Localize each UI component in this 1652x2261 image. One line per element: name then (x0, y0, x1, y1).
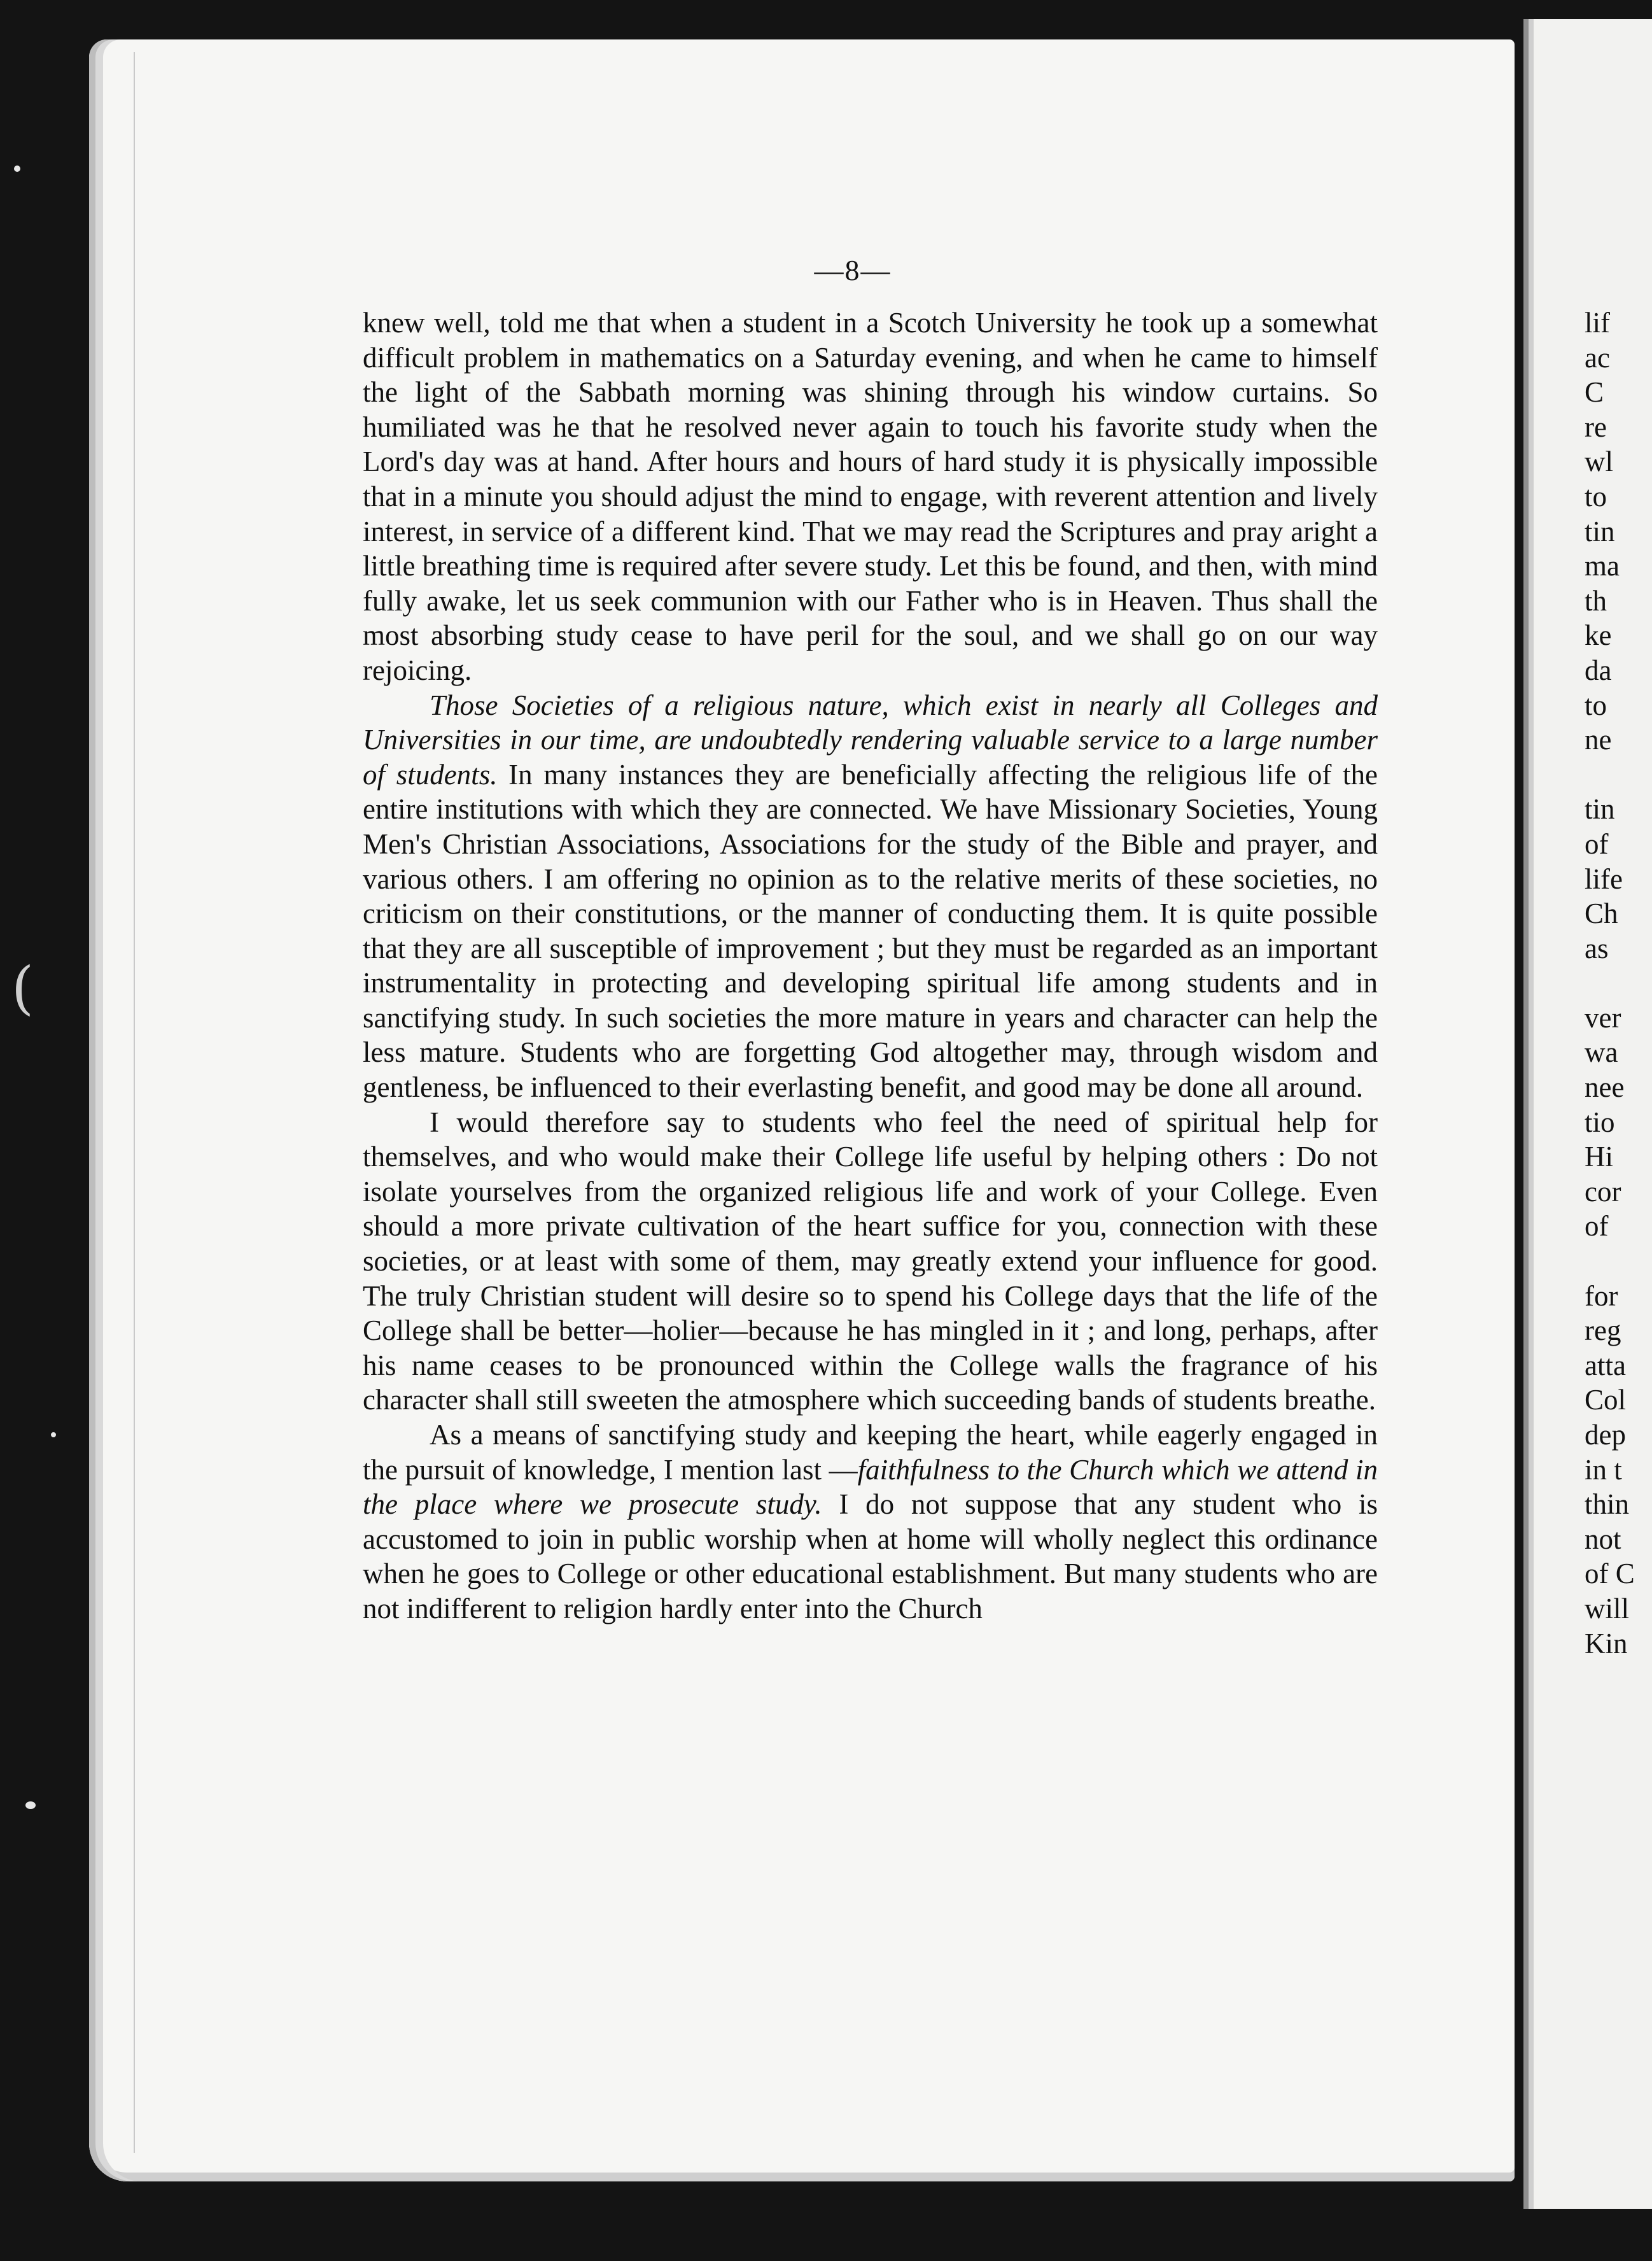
text-run: knew well, told me that when a student in a Scotch University he took up a somewhat difficult problem in mathematics on a Saturday evening, and when he came to himself the light of the Sabbath morning was shining through his window curtains. So humiliated was he that he resolved never again to touch his favorite study when the Lord's day was at hand. After hours and hours of hard study it is physically impossible that in a minute you should adjust the mind to engage, with reverent attention and lively interest, in service of a different kind. That we may read the Scriptures and pray aright a little breathing time is required after severe study. Let this be found, and then, with mind fully awake, let us seek communion with our Father who is in Heaven. Thus shall the most absorbing study cease to have peril for the soul, and we shall go on our way rejoicing. (363, 307, 1378, 686)
next-page-text (1585, 306, 1652, 1661)
italic-run: faithfulness to the Church which we attend in the place where we prosecute study. (363, 1453, 1378, 1521)
italic-run: Those Societies of a religious nature, which exist in nearly all Colleges and Universities in our time, are undoubtedly rendering valuable service to a large number of students. (363, 689, 1378, 791)
text-run: As a means of sanctifying study and keeping the heart, while eagerly engaged in the pursuit of knowledge, I mention last — (363, 1419, 1378, 1486)
next-page-line: Kin (1585, 1627, 1628, 1659)
next-page-line: ne (1585, 724, 1612, 756)
next-page-line: ver (1585, 1001, 1621, 1034)
left-margin-mark: ( (11, 955, 34, 1022)
next-page-line (1585, 966, 1652, 1001)
next-page-line: cor (1585, 1175, 1621, 1208)
next-page-line: re (1585, 411, 1607, 443)
next-page-line: tin (1585, 793, 1615, 826)
text-run: In many instances they are beneficially affecting the religious life of the entire institutions with which they are connected. We have Missionary Societies, Young Men's Christian Associations, Associations for the study of the Bible and prayer, and various others. I am offering no opinion as to the relative merits of these societies, no criticism on their constitutions, or the manner of conducting them. It is quite possible that they are all susceptible of improvement ; but they must be regarded as an important instrumentality in protecting and developing spiritual life among students and in sanctifying study. In such societies the more mature in years and character can help the less mature. Students who are forgetting God altogether may, through wisdom and gentleness, be influenced to their everlasting benefit, and good may be done all around. (363, 758, 1378, 1104)
page-number: —8— (814, 254, 892, 286)
next-page-line: reg (1585, 1314, 1621, 1347)
paragraph (363, 306, 1378, 688)
next-page-line: ke (1585, 619, 1612, 652)
next-page-line: to (1585, 480, 1607, 512)
next-page-line: for (1585, 1279, 1618, 1312)
paragraph (363, 1105, 1378, 1418)
edge-speck (25, 1801, 36, 1809)
next-page-line: of C (1585, 1558, 1635, 1590)
next-page-line: not (1585, 1523, 1621, 1555)
next-page-line: Hi (1585, 1141, 1613, 1173)
next-page-line: wa (1585, 1036, 1618, 1069)
next-page-line: life (1585, 863, 1623, 895)
next-page-line: atta (1585, 1349, 1626, 1381)
next-page-line: dep (1585, 1419, 1626, 1451)
next-page-line: of (1585, 1210, 1609, 1243)
next-page-line: th (1585, 584, 1607, 617)
edge-speck (14, 166, 20, 172)
next-page-line (1585, 1244, 1652, 1279)
next-page-line: tio (1585, 1106, 1615, 1138)
next-page-line: wl (1585, 446, 1613, 478)
next-page-line: nee (1585, 1071, 1625, 1104)
next-page-line: will (1585, 1592, 1630, 1624)
next-page-line: thin (1585, 1488, 1630, 1521)
next-page-line: Col (1585, 1384, 1627, 1416)
next-page-line: lif (1585, 307, 1610, 339)
text-run: I would therefore say to students who feel the need of spiritual help for themselves, and who would make their College life useful by helping others : Do not isolate yourselves from the organized religious life and work of your College. Even should a more private cultivation of the heart suffice for you, connection with these societies, or at least with some of them, may greatly extend your influence for good. The truly Christian student will desire so to spend his College days that the life of the College shall be better—holier—because he has mingled in it ; and long, perhaps, after his name ceases to be pronounced within the College walls the fragrance of his character shall still sweeten the atmosphere which succeeding bands of students breathe. (363, 1106, 1378, 1416)
next-page-line: in t (1585, 1453, 1622, 1486)
text-run: I do not suppose that any student who is accustomed to join in public worship when at home will wholly neglect this ordinance when he goes to College or other educational establishment. But many students who are not indifferent to religion hardly enter into the Church (363, 1488, 1378, 1624)
paragraph (363, 1418, 1378, 1626)
body-text (363, 306, 1378, 1626)
next-page-line: ac (1585, 341, 1610, 374)
next-page-line: C (1585, 376, 1604, 409)
next-page-line: da (1585, 654, 1612, 686)
next-page-line: of (1585, 828, 1609, 860)
next-page-line: to (1585, 689, 1607, 721)
next-page-line: tin (1585, 515, 1615, 547)
next-page-line (1585, 757, 1652, 792)
paragraph (363, 688, 1378, 1105)
next-page-line: ma (1585, 550, 1620, 582)
next-page-line: Ch (1585, 898, 1618, 930)
edge-speck (51, 1432, 56, 1437)
next-page-line: as (1585, 932, 1609, 964)
